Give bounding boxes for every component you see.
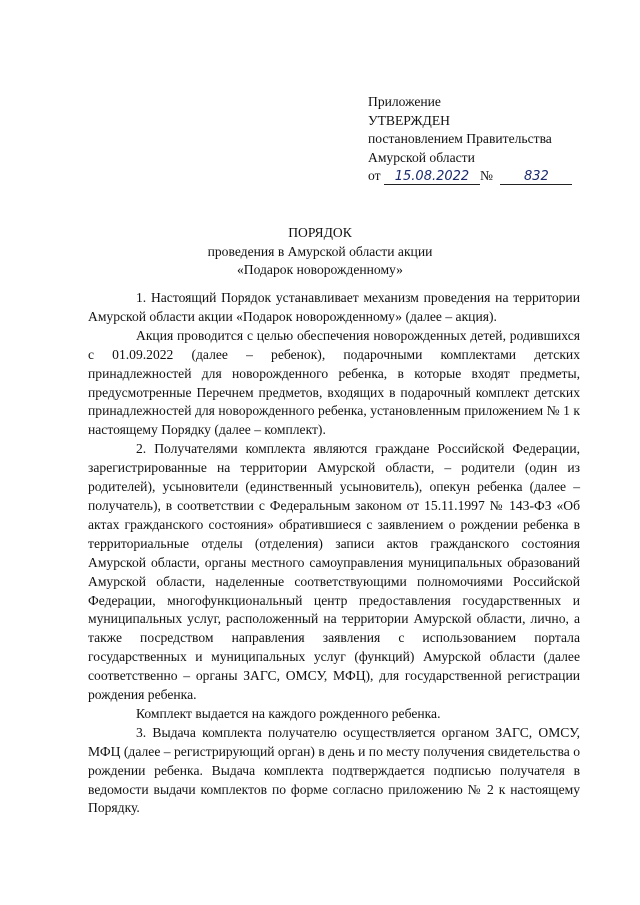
paragraph-2: Акция проводится с целью обеспечения новорожденных детей, родившихся с 01.09.2022 (далее – ребенок), подарочными комплектами детских принадлежностей для новорожденного ребенка, в которые входят предметы, предусмотренные Перечнем предметов, входящих в подарочный комплект детских принадлежностей для новорожденного ребенка, установленным приложением № 1 к настоящему Порядку (далее – комплект). (88, 327, 580, 438)
title-line-3: «Подарок новорожденному» (237, 262, 403, 277)
paragraph-5: 3. Выдача комплекта получателю осуществляется органом ЗАГС, ОМСУ, МФЦ (далее – регистрирующий орган) в день и по месту получения свидетельства о рождении ребенка. Выдача комплекта подтверждается подписью получателя в ведомости выдачи комплектов по форме согласно приложению № 2 к настоящему Порядку. (88, 724, 580, 816)
approved-label: УТВЕРЖДЕН (368, 112, 450, 128)
document-title (0, 224, 640, 280)
approval-stamp (368, 93, 598, 186)
number-value: 832 (500, 169, 572, 185)
paragraph-3: 2. Получателями комплекта являются граждане Российской Федерации, зарегистрированные на территории Амурской области, – родители (один из родителей), усыновители (единственный усыновитель), опекун ребенка (далее – получатель), в соответствии с Федеральным законом от 15.11.1997 № 143-ФЗ «Об актах гражданского состояния» обратившиеся с заявлением о рождении ребенка в территориальные отделы (отделения) записи актов гражданского состояния Амурской области, органы местного самоуправления муниципальных образований Амурской области, наделенные соответствующими полномочиями Российской Федерации, многофункциональный центр предоставления государственных и муниципальных услуг, расположенный на территории Амурской области, лично, а также посредством направления заявления с использованием портала государственных и муниципальных услуг (функций) Амурской области (далее соответственно – органы ЗАГС, ОМСУ, МФЦ), для государственной регистрации рождения ребенка. (88, 441, 580, 703)
number-prefix: № (479, 168, 493, 183)
title-line-2: проведения в Амурской области акции (207, 243, 433, 259)
region-label: Амурской области (368, 149, 475, 165)
title-heading: ПОРЯДОК (288, 225, 352, 240)
date-value: 15.08.2022 (384, 169, 480, 185)
document-body (88, 289, 580, 818)
date-number-row (368, 167, 598, 186)
appendix-label: Приложение (368, 94, 441, 109)
resolution-label: постановлением Правительства (368, 131, 552, 146)
paragraph-1: 1. Настоящий Порядок устанавливает механизм проведения на территории Амурской области акции «Подарок новорожденному» (далее – акция). (88, 290, 580, 324)
paragraph-4: Комплект выдается на каждого рожденного ребенка. (136, 705, 441, 721)
date-prefix: от (368, 168, 381, 183)
